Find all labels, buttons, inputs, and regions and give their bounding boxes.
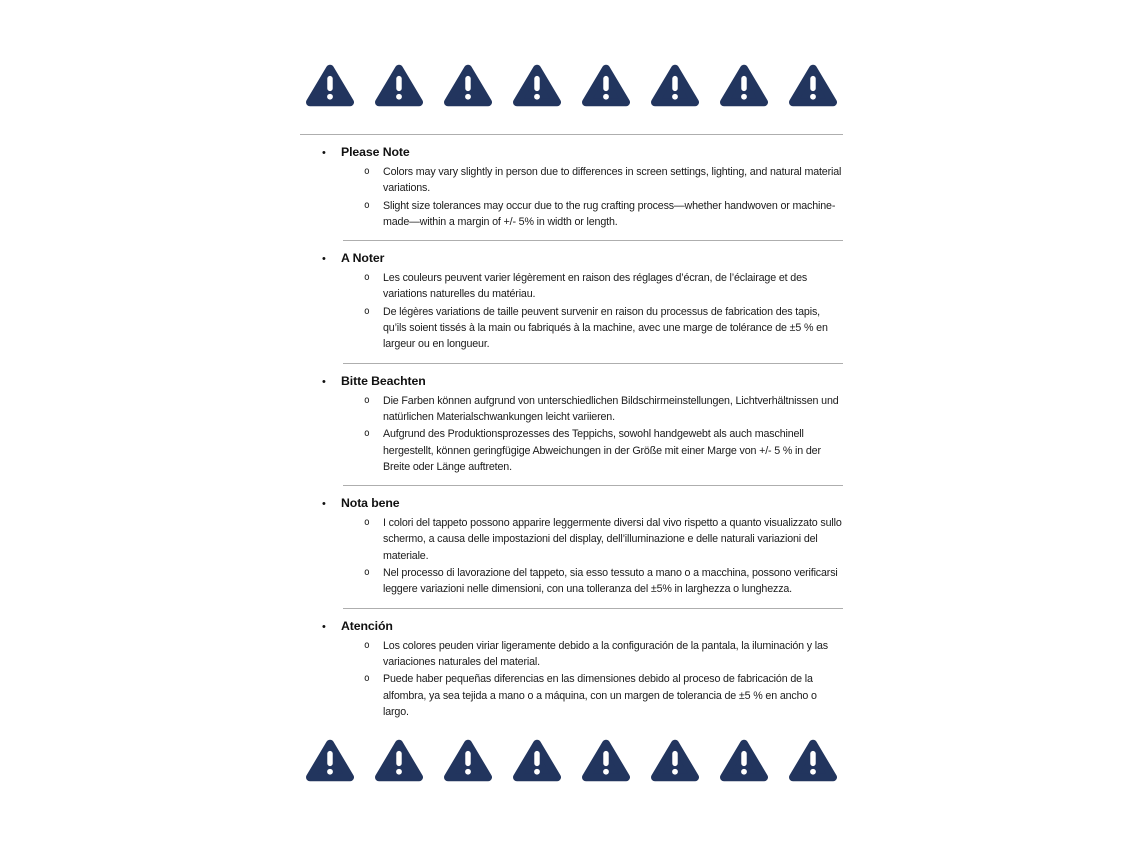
note-item bbox=[300, 393, 843, 426]
sub-bullet-marker: o bbox=[364, 394, 370, 406]
sub-bullet-marker: o bbox=[364, 517, 370, 529]
section-heading-row bbox=[300, 496, 843, 512]
warning-triangle-exclamation-icon bbox=[375, 737, 423, 784]
section-heading-row bbox=[300, 374, 843, 390]
bullet-marker: • bbox=[322, 620, 326, 633]
section-divider bbox=[343, 363, 843, 364]
warning-triangle-exclamation-icon bbox=[513, 62, 561, 109]
section-items bbox=[300, 638, 843, 720]
note-section bbox=[300, 145, 843, 241]
note-item bbox=[300, 198, 843, 231]
warning-triangle-exclamation-icon bbox=[444, 62, 492, 109]
document-content-column bbox=[300, 0, 843, 784]
sub-bullet-marker: o bbox=[364, 166, 370, 177]
warning-triangle-row-bottom bbox=[300, 737, 843, 784]
sub-bullet-marker: o bbox=[364, 567, 370, 579]
note-item-text: Die Farben können aufgrund von unterschiedlichen Bildschirmeinstellungen, Lichtverhältnissen und natürlichen Materialschwankungen leicht variieren. bbox=[383, 394, 839, 423]
note-item-text: Les couleurs peuvent varier légèrement en raison des réglages d’écran, de l’éclairage et des variations naturelles du matériau. bbox=[383, 272, 808, 301]
warning-triangle-exclamation-icon bbox=[513, 737, 561, 784]
note-item bbox=[300, 638, 843, 671]
warning-triangle-row-top bbox=[300, 62, 843, 109]
section-title: Nota bene bbox=[341, 496, 400, 511]
note-item-text: Aufgrund des Produktionsprozesses des Teppichs, sowohl handgewebt als auch maschinell hergestellt, können geringfügige Abweichungen in der Größe mit einer Marge von +/- 5 % in der Breite oder Länge auftreten. bbox=[383, 428, 821, 473]
warning-triangle-exclamation-icon bbox=[582, 62, 630, 109]
section-items bbox=[300, 515, 843, 597]
note-item-text: De légères variations de taille peuvent survenir en raison du processus de fabrication des tapis, qu’ils soient tissés à la main ou fabriqués à la machine, avec une marge de tolérance de ±5 % en largeur ou en longueur. bbox=[383, 305, 828, 351]
warning-triangle-exclamation-icon bbox=[444, 737, 492, 784]
warning-triangle-exclamation-icon bbox=[720, 737, 768, 784]
bullet-marker: • bbox=[322, 375, 326, 388]
warning-triangle-exclamation-icon bbox=[720, 62, 768, 109]
warning-triangle-exclamation-icon bbox=[582, 737, 630, 784]
bullet-marker: • bbox=[322, 147, 326, 159]
note-item bbox=[300, 164, 843, 197]
sub-bullet-marker: o bbox=[364, 428, 370, 440]
note-item-text: Slight size tolerances may occur due to the rug crafting process—whether handwoven or machine-made—within a margin of +/- 5% in width or length. bbox=[383, 199, 836, 228]
note-section bbox=[300, 251, 843, 363]
section-divider bbox=[343, 608, 843, 609]
sub-bullet-marker: o bbox=[364, 673, 370, 685]
note-item-text: Los colores peuden viriar ligeramente debido a la configuración de la pantala, la iluminación y las variaciones naturales del material. bbox=[383, 639, 828, 668]
note-item-text: Nel processo di lavorazione del tappeto, sia esso tessuto a mano o a macchina, possono verificarsi leggere variazioni nelle dimensioni, con una tolleranza del ±5% in larghezza o lunghezza. bbox=[383, 567, 838, 596]
note-item-text: Colors may vary slightly in person due to differences in screen settings, lighting, and natural material variations. bbox=[383, 166, 842, 195]
note-item bbox=[300, 565, 843, 598]
note-section bbox=[300, 619, 843, 720]
sub-bullet-marker: o bbox=[364, 272, 370, 284]
warning-triangle-exclamation-icon bbox=[375, 62, 423, 109]
bullet-marker: • bbox=[322, 253, 326, 266]
note-item-text: I colori del tappeto possono apparire leggermente diversi dal vivo rispetto a quanto visualizzato sullo schermo, a causa delle impostazioni del display, dell’illuminazione e delle naturali variazioni del materiale. bbox=[383, 517, 842, 562]
warning-triangle-exclamation-icon bbox=[789, 62, 837, 109]
warning-triangle-exclamation-icon bbox=[306, 62, 354, 109]
section-divider bbox=[343, 485, 843, 486]
section-items bbox=[300, 270, 843, 352]
section-title: Please Note bbox=[341, 145, 410, 159]
section-title: A Noter bbox=[341, 251, 385, 266]
sub-bullet-marker: o bbox=[364, 305, 370, 317]
note-section bbox=[300, 496, 843, 608]
warning-triangle-exclamation-icon bbox=[789, 737, 837, 784]
note-item bbox=[300, 426, 843, 475]
warning-triangle-exclamation-icon bbox=[651, 62, 699, 109]
warning-triangle-exclamation-icon bbox=[651, 737, 699, 784]
section-heading-row bbox=[300, 145, 843, 161]
sub-bullet-marker: o bbox=[364, 199, 370, 211]
note-item bbox=[300, 304, 843, 353]
warning-triangle-exclamation-icon bbox=[306, 737, 354, 784]
bullet-marker: • bbox=[322, 498, 326, 511]
section-title: Atención bbox=[341, 618, 393, 633]
top-divider bbox=[300, 134, 843, 135]
section-heading-row bbox=[300, 251, 843, 267]
section-divider bbox=[343, 240, 843, 241]
section-title: Bitte Beachten bbox=[341, 373, 426, 388]
note-item bbox=[300, 515, 843, 564]
note-item bbox=[300, 270, 843, 303]
sub-bullet-marker: o bbox=[364, 639, 370, 651]
section-heading-row bbox=[300, 619, 843, 635]
note-sections bbox=[300, 145, 843, 720]
section-items bbox=[300, 164, 843, 230]
note-section bbox=[300, 374, 843, 486]
section-items bbox=[300, 393, 843, 475]
note-item-text: Puede haber pequeñas diferencias en las dimensiones debido al proceso de fabricación de la alfombra, ya sea tejida a mano o a máquina, con un margen de tolerancia de ±5 % en ancho o largo. bbox=[383, 673, 817, 718]
note-item bbox=[300, 671, 843, 720]
